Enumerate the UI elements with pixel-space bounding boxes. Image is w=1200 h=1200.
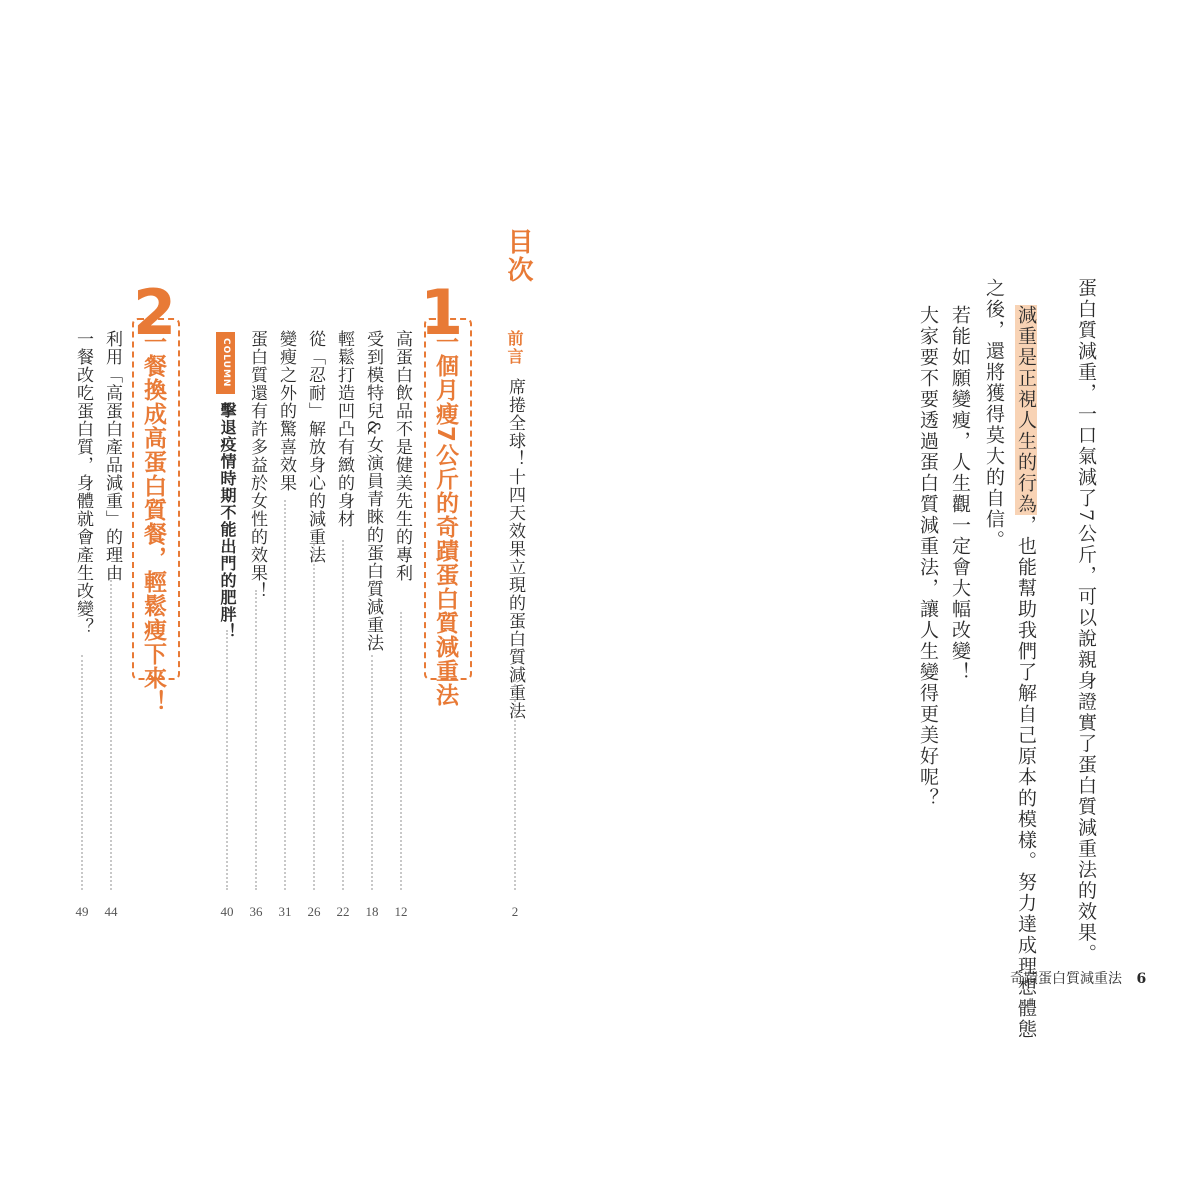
toc-entry-1-1[interactable]: 高蛋白飲品不是健美先生的專利 <box>392 330 412 582</box>
page-number-preface: 2 <box>511 904 519 919</box>
leader-1-1 <box>400 612 402 890</box>
toc-entry-1-3[interactable]: 輕鬆打造凹凸有緻的身材 <box>334 330 354 528</box>
leader-1-2 <box>371 655 373 890</box>
toc-entry-2-1[interactable]: 利用「高蛋白產品減重」的理由 <box>102 330 122 582</box>
page-number-1-5: 31 <box>278 904 292 919</box>
leader-1-6 <box>255 590 257 890</box>
chapter-1-title[interactable]: 一個月瘦7公斤的奇蹟蛋白質減重法 <box>432 330 458 708</box>
page-footer <box>1010 968 1146 988</box>
toc-entry-1-6[interactable]: 蛋白質還有許多益於女性的效果！ <box>247 330 267 600</box>
footer-page-number: 6 <box>1136 971 1147 987</box>
leader-preface <box>514 680 516 890</box>
preface-label: 前言 <box>505 330 524 366</box>
page-number-column: 40 <box>220 904 234 919</box>
page-number-2-1: 44 <box>104 904 118 919</box>
toc-entry-1-2[interactable]: 受到模特兒&女演員青睞的蛋白質減重法 <box>363 330 383 653</box>
leader-1-3 <box>342 540 344 890</box>
toc-heading: 目次 <box>503 228 533 284</box>
leader-2-1 <box>110 580 112 890</box>
body-paragraph-3: 若能如願變瘦，人生觀一定會大幅改變！ <box>949 305 971 683</box>
toc-entry-column[interactable]: 擊退疫情時期不能出門的肥胖！ <box>218 402 237 640</box>
leader-column <box>226 630 228 890</box>
footer-book-title: 奇蹟蛋白質減重法 <box>1010 971 1122 987</box>
body-paragraph-1: 蛋白質減重，一口氣減了7公斤，可以說親身證實了蛋白質減重法的效果。 <box>1075 278 1097 965</box>
page-number-1-6: 36 <box>249 904 263 919</box>
page-number-2-2: 49 <box>75 904 89 919</box>
page-number-1-4: 26 <box>307 904 321 919</box>
page-number-1-2: 18 <box>365 904 379 919</box>
toc-entry-2-2[interactable]: 一餐改吃蛋白質，身體就會產生改變？ <box>73 330 93 636</box>
chapter-2-number: 2 <box>133 276 177 349</box>
chapter-2-title[interactable]: 一餐換成高蛋白質餐，輕鬆瘦下來！ <box>140 330 166 714</box>
column-badge: COLUMN <box>216 332 235 394</box>
highlighted-phrase: 減重是正視人生的行為 <box>1015 305 1037 515</box>
highlight-continuation: ，也能幫助我們了解自己原本的模樣。努力達成理想體態 <box>1015 515 1037 1040</box>
chapter-1-number: 1 <box>420 276 464 349</box>
leader-1-4 <box>313 540 315 890</box>
leader-1-5 <box>284 500 286 890</box>
body-paragraph-2: 之後，還將獲得莫大的自信。 <box>983 278 1005 551</box>
toc-entry-preface[interactable]: 席捲全球！十四天效果立現的蛋白質減重法 <box>505 378 525 720</box>
body-paragraph-4: 大家要不要透過蛋白質減重法，讓人生變得更美好呢？ <box>917 305 939 809</box>
leader-2-2 <box>81 655 83 890</box>
page-number-1-3: 22 <box>336 904 350 919</box>
toc-entry-1-4[interactable]: 從「忍耐」解放身心的減重法 <box>305 330 325 564</box>
toc-entry-1-5[interactable]: 變瘦之外的驚喜效果 <box>276 330 296 492</box>
body-paragraph-highlight <box>1010 305 1042 1040</box>
page-number-1-1: 12 <box>394 904 408 919</box>
